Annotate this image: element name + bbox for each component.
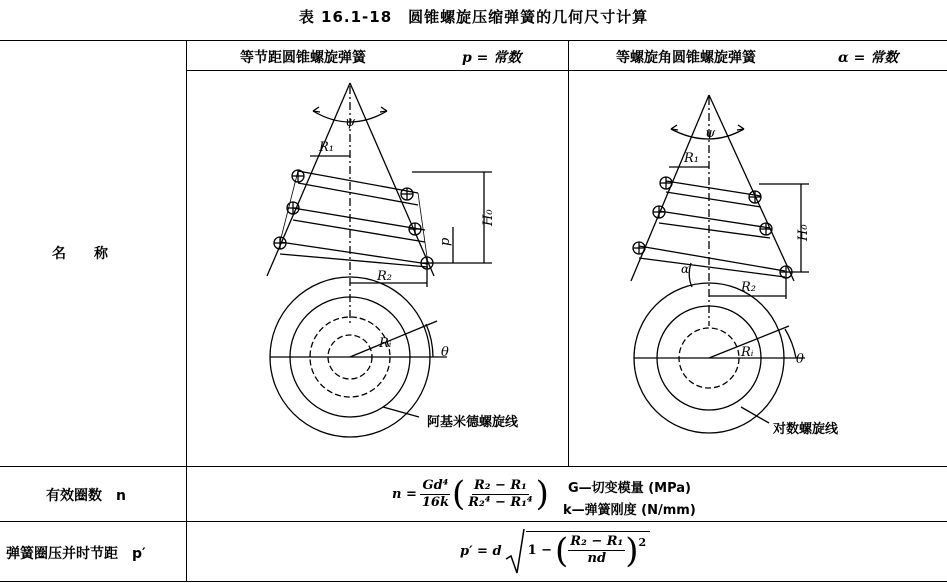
formula-p-lhs: p′ = d xyxy=(460,543,502,559)
left-header-cond: p = 常数 xyxy=(462,50,522,66)
formula-n-coef-num: Gd⁴ xyxy=(422,477,449,493)
left-column-condition xyxy=(462,47,521,67)
coil-band-2 xyxy=(659,211,770,238)
logarithmic-caption: 对数螺旋线 xyxy=(773,422,839,437)
formula-p-exp: 2 xyxy=(638,535,647,549)
formula-n-coef-den: 16k xyxy=(421,494,449,510)
formula-pprime: p′ = d 1 − ( $\frac{\text{R₂ − R₁}}{nd}$ ) $^2$ xyxy=(460,524,650,578)
theta-label: θ xyxy=(796,352,804,367)
formula-p-frac-num: R₂ − R₁ xyxy=(570,534,624,549)
coil-band-1 xyxy=(298,171,418,205)
formula-p-frac xyxy=(568,534,625,567)
note-k xyxy=(563,499,696,518)
r1-label: R₁ xyxy=(319,140,334,155)
p-label: p xyxy=(438,237,453,246)
cone-right-side xyxy=(350,83,434,276)
formula-n-lhs: n = xyxy=(392,486,417,502)
ri-label: Rᵢ xyxy=(379,336,392,351)
n-row-label: 有效圈数 n xyxy=(46,488,126,504)
h0-label: H₀ xyxy=(481,209,496,226)
right-column-condition xyxy=(838,47,898,67)
ri-label: Rᵢ xyxy=(741,345,754,360)
alpha-arc xyxy=(689,263,692,287)
sqrt-radical xyxy=(504,527,526,577)
r1-label: R₁ xyxy=(684,151,699,166)
coil-band-1 xyxy=(666,181,761,207)
formula-n-inner-den: R₂⁴ − R₁⁴ xyxy=(468,494,533,510)
coil-band-3 xyxy=(639,246,785,277)
table-top-rule xyxy=(0,40,947,41)
right-header-cond: α = 常数 xyxy=(838,50,899,66)
left-header-name: 等节距圆锥螺旋弹簧 xyxy=(240,50,366,66)
psi-label: ψ xyxy=(345,115,356,130)
left-column-header xyxy=(240,47,366,67)
r2-label: R₂ xyxy=(377,269,392,284)
formula-n-coef xyxy=(420,478,451,511)
cone-right-side xyxy=(709,95,794,281)
coil-band-3 xyxy=(280,242,428,267)
coil-band-2 xyxy=(293,208,425,242)
row-rule-2 xyxy=(0,521,947,522)
right-header-name: 等螺旋角圆锥螺旋弹簧 xyxy=(616,50,756,66)
formula-n: n = $\frac{\text{Gd⁴}}{16k}$ ( $\frac{\text{R₂ − R₁}}{\text{R₂⁴ − R₁⁴}}$ ) xyxy=(392,474,549,514)
psi-label: ψ xyxy=(705,126,716,141)
note-g-text: G—切变模量 (MPa) xyxy=(568,481,691,496)
right-spring-diagram xyxy=(569,71,947,466)
formula-p-one: 1 − xyxy=(527,543,553,558)
r2-label: R₂ xyxy=(741,280,756,295)
formula-n-inner-num: R₂ − R₁ xyxy=(473,477,527,493)
row-rule-1 xyxy=(0,466,947,467)
note-g xyxy=(568,477,691,496)
left-spring-diagram xyxy=(187,71,567,466)
formula-n-inner xyxy=(466,478,534,511)
archimedes-caption: 阿基米德螺旋线 xyxy=(427,415,519,430)
table-title: 表 16.1-18 圆锥螺旋压缩弹簧的几何尺寸计算 xyxy=(298,8,649,26)
theta-label: θ xyxy=(441,345,449,360)
note-k-text: k—弹簧刚度 (N/mm) xyxy=(563,503,696,518)
formula-p-frac-den: nd xyxy=(587,551,607,566)
h0-label: H₀ xyxy=(796,224,811,241)
theta-arc xyxy=(785,329,796,358)
name-row-label: 名 称 xyxy=(52,246,108,262)
alpha-label: α xyxy=(681,262,690,276)
table-bottom-rule xyxy=(0,581,947,582)
right-column-header xyxy=(616,47,756,67)
pprime-row-label: 弹簧圈压并时节距 p′ xyxy=(6,546,146,562)
